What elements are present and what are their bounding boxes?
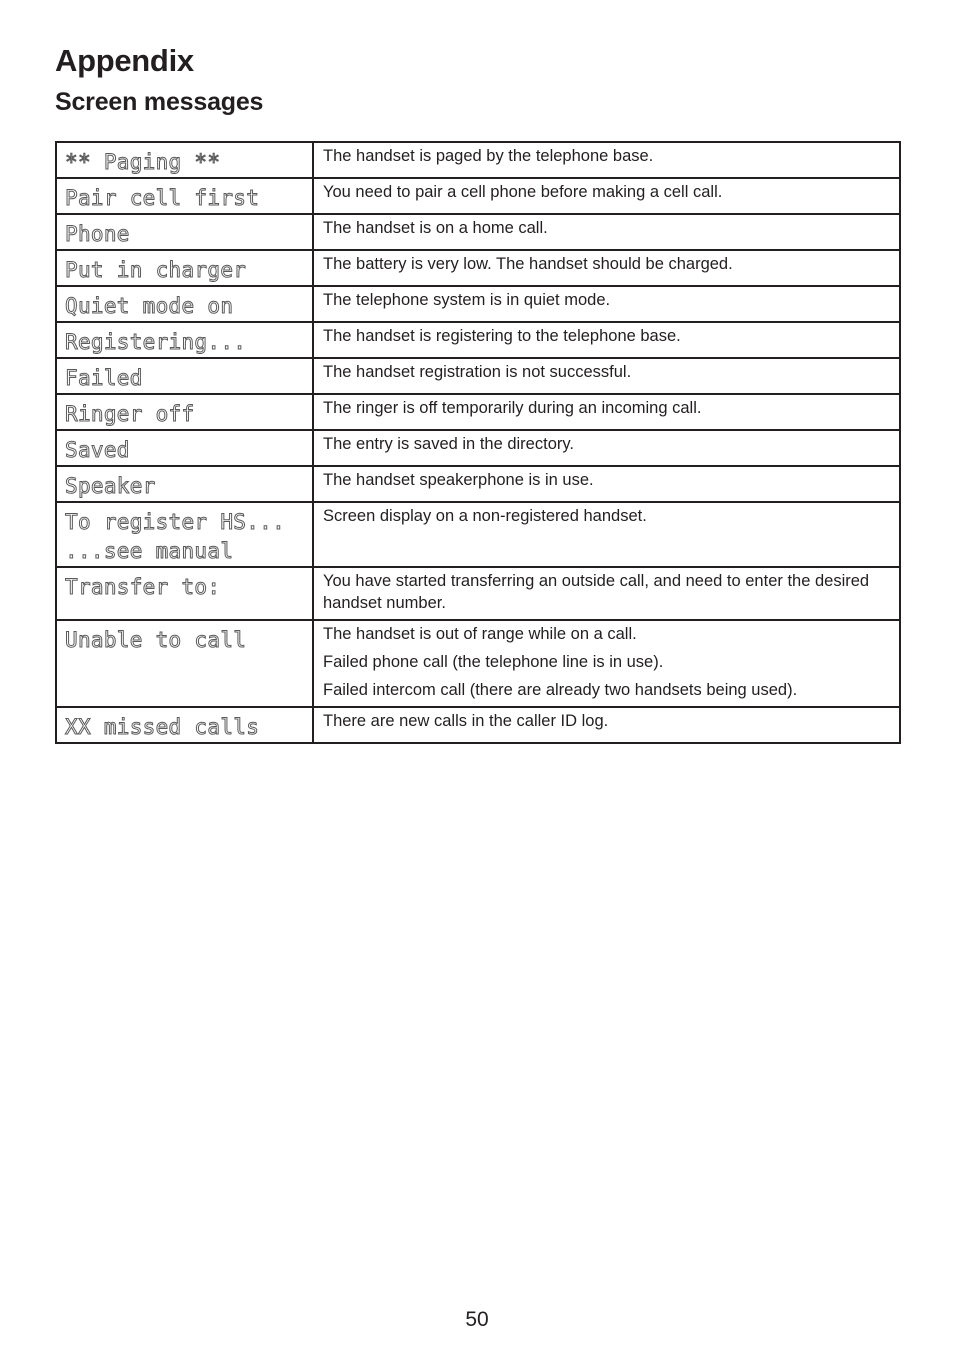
- screen-messages-body: [56, 142, 900, 743]
- description-line: The handset registration is not successful.: [323, 363, 632, 381]
- screen-message-text: Failed: [56, 358, 313, 394]
- screen-message-text: Ringer off: [56, 394, 313, 430]
- message-description: [313, 707, 900, 743]
- message-description: [313, 358, 900, 394]
- description-line: You have started transferring an outside call, and need to enter the desired handset number.: [323, 572, 870, 612]
- message-description: [313, 620, 900, 707]
- message-description: [313, 466, 900, 502]
- message-description: [313, 250, 900, 286]
- screen-message-text: ** Paging **: [56, 142, 313, 178]
- screen-message-text: XX missed calls: [56, 707, 313, 743]
- screen-message-text: Put in charger: [56, 250, 313, 286]
- description-line: Screen display on a non-registered handset.: [323, 507, 647, 525]
- table-row: [56, 142, 900, 178]
- description-line: The telephone system is in quiet mode.: [323, 291, 611, 309]
- screen-message-text: Pair cell first: [56, 178, 313, 214]
- table-row: [56, 358, 900, 394]
- message-description: [313, 322, 900, 358]
- description-line: The handset is out of range while on a call.: [323, 625, 637, 643]
- table-row: [56, 250, 900, 286]
- message-description: [313, 394, 900, 430]
- screen-messages-table: [55, 141, 901, 744]
- description-line: You need to pair a cell phone before making a cell call.: [323, 183, 723, 201]
- table-row: [56, 502, 900, 567]
- screen-message-text: Quiet mode on: [56, 286, 313, 322]
- description-line: The handset speakerphone is in use.: [323, 471, 594, 489]
- table-row: [56, 322, 900, 358]
- message-description: [313, 430, 900, 466]
- message-description: [313, 142, 900, 178]
- table-row: [56, 286, 900, 322]
- message-description: [313, 502, 900, 567]
- table-row: [56, 620, 900, 707]
- page-title: Appendix: [55, 43, 194, 78]
- description-line: Failed intercom call (there are already two handsets being used).: [323, 681, 798, 699]
- table-row: [56, 466, 900, 502]
- table-row: [56, 214, 900, 250]
- table-row: [56, 394, 900, 430]
- message-description: [313, 567, 900, 620]
- message-description: [313, 286, 900, 322]
- description-line: The entry is saved in the directory.: [323, 435, 574, 453]
- screen-message-text: To register HS... ...see manual: [56, 502, 313, 567]
- table-row: [56, 430, 900, 466]
- message-description: [313, 178, 900, 214]
- screen-message-text: Unable to call: [56, 620, 313, 707]
- description-line: There are new calls in the caller ID log.: [323, 712, 609, 730]
- screen-message-text: Transfer to:: [56, 567, 313, 620]
- screen-message-text: Speaker: [56, 466, 313, 502]
- message-description: [313, 214, 900, 250]
- description-line: The handset is registering to the telephone base.: [323, 327, 681, 345]
- description-line: The handset is on a home call.: [323, 219, 548, 237]
- screen-message-text: Phone: [56, 214, 313, 250]
- screen-message-text: Registering...: [56, 322, 313, 358]
- description-line: The battery is very low. The handset should be charged.: [323, 255, 733, 273]
- description-line: Failed phone call (the telephone line is in use).: [323, 653, 664, 671]
- description-line: The handset is paged by the telephone base.: [323, 147, 654, 165]
- table-row: [56, 567, 900, 620]
- table-row: [56, 178, 900, 214]
- page-number: 50: [465, 1308, 489, 1331]
- table-row: [56, 707, 900, 743]
- section-title: Screen messages: [55, 88, 264, 116]
- description-line: The ringer is off temporarily during an incoming call.: [323, 399, 702, 417]
- screen-message-text: Saved: [56, 430, 313, 466]
